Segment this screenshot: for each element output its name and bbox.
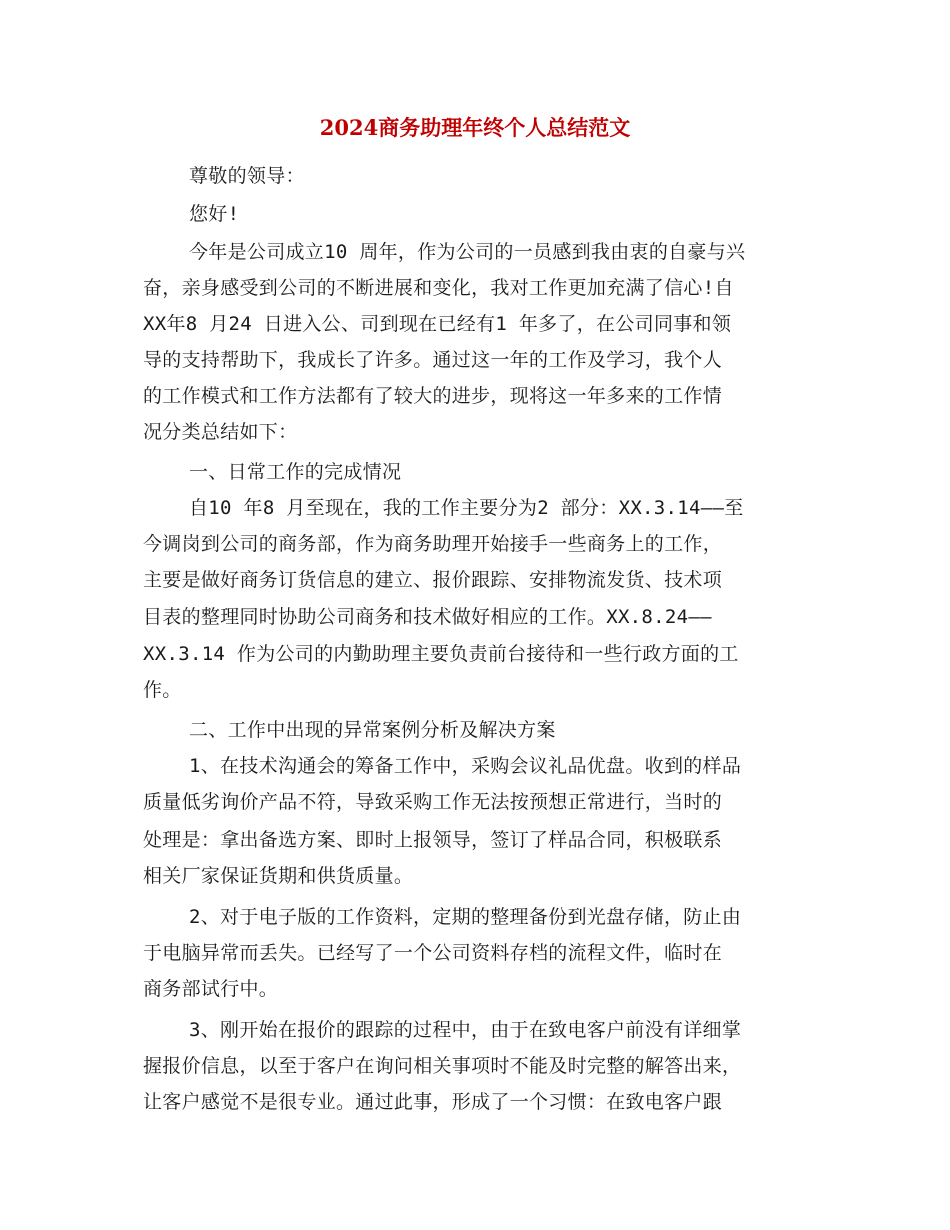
paragraph-line: XX年8 月24 日进入公、司到现在已经有1 年多了，在公司同事和领 [143,313,732,335]
paragraph-line: 相关厂家保证货期和供货质量。 [143,865,414,887]
salutation: 尊敬的领导： [189,165,305,187]
paragraph-line: XX.3.14 作为公司的内勤助理主要负责前台接待和一些行政方面的工 [143,643,739,665]
paragraph-line: 于电脑异常而丢失。已经写了一个公司资料存档的流程文件，临时在 [143,942,723,964]
document-title: 2024商务助理年终个人总结范文 [319,115,631,140]
paragraph-line: 商务部试行中。 [143,978,279,1000]
paragraph-line: 主要是做好商务订货信息的建立、报价跟踪、安排物流发货、技术项 [143,569,723,591]
paragraph-line: 作。 [143,679,182,701]
paragraph-line: 导的支持帮助下，我成长了许多。通过这一年的工作及学习，我个人 [143,349,723,371]
paragraph-line: 质量低劣询价产品不符，导致采购工作无法按预想正常进行，当时的 [143,791,723,813]
paragraph-line: 处理是：拿出备选方案、即时上报领导，签订了样品合同，积极联系 [143,829,723,851]
paragraph-line: 握报价信息，以至于客户在询问相关事项时不能及时完整的解答出来， [143,1055,742,1077]
section-heading: 二、工作中出现的异常案例分析及解决方案 [189,719,556,741]
paragraph-line: 自10 年8 月至现在，我的工作主要分为2 部分：XX.3.14——至 [189,497,744,519]
paragraph-line: 2、对于电子版的工作资料，定期的整理备份到光盘存储，防止由 [189,906,742,928]
paragraph-line: 况分类总结如下： [143,421,298,443]
greeting: 您好! [189,203,240,225]
paragraph-line: 3、刚开始在报价的跟踪的过程中，由于在致电客户前没有详细掌 [189,1019,742,1041]
paragraph-line: 让客户感觉不是很专业。通过此事，形成了一个习惯：在致电客户跟 [143,1091,723,1113]
paragraph-line: 目表的整理同时协助公司商务和技术做好相应的工作。XX.8.24—— [143,606,712,628]
paragraph-line: 今年是公司成立10 周年，作为公司的一员感到我由衷的自豪与兴 [189,241,746,263]
section-heading: 一、日常工作的完成情况 [189,461,402,483]
paragraph-line: 的工作模式和工作方法都有了较大的进步，现将这一年多来的工作情 [143,385,723,407]
paragraph-line: 1、在技术沟通会的筹备工作中，采购会议礼品优盘。收到的样品 [189,755,742,777]
paragraph-line: 奋，亲身感受到公司的不断进展和变化，我对工作更加充满了信心!自 [143,277,734,299]
paragraph-line: 今调岗到公司的商务部，作为商务助理开始接手一些商务上的工作， [143,533,723,555]
